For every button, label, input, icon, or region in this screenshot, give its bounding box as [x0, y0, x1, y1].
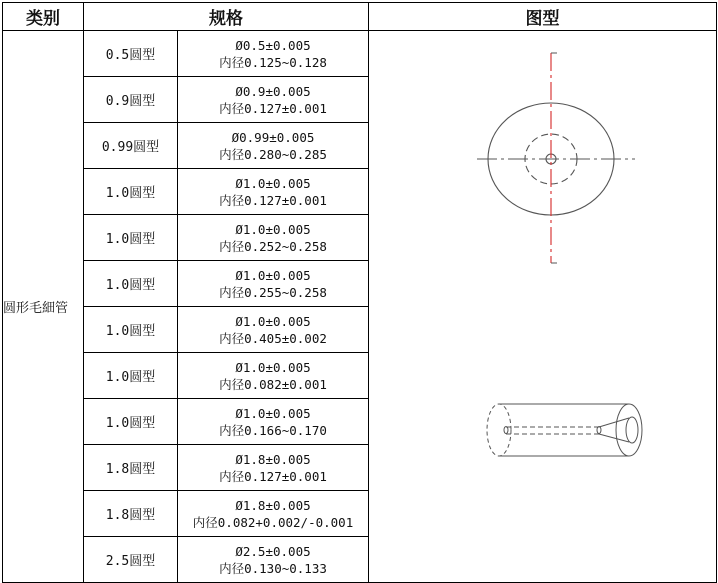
inner-diameter: 内径0.280~0.285 [219, 146, 327, 162]
figure-cell [369, 31, 717, 583]
outer-diameter: Ø1.0±0.005 [235, 359, 311, 375]
cone-apex-hole [597, 427, 601, 434]
dimension-cell [178, 537, 369, 583]
dimension-cell [178, 215, 369, 261]
outer-diameter: Ø0.9±0.005 [235, 83, 311, 99]
back-bore-hole [504, 427, 508, 434]
outer-diameter: Ø1.8±0.005 [235, 451, 311, 467]
dimension-cell [178, 169, 369, 215]
dimension-cell [178, 77, 369, 123]
outer-diameter: Ø1.0±0.005 [235, 267, 311, 283]
figure-drawings [369, 31, 717, 580]
model-cell: 1.0圆型 [84, 215, 178, 261]
model-cell: 0.9圆型 [84, 77, 178, 123]
spec-table [2, 2, 717, 583]
header-spec: 规格 [84, 3, 369, 31]
inner-diameter: 内径0.125~0.128 [219, 54, 327, 70]
outer-diameter: Ø1.0±0.005 [235, 175, 311, 191]
inner-diameter: 内径0.405±0.002 [219, 330, 327, 346]
outer-diameter: Ø0.5±0.005 [235, 37, 311, 53]
model-cell: 1.0圆型 [84, 307, 178, 353]
inner-diameter: 内径0.255~0.258 [219, 284, 327, 300]
inner-diameter: 内径0.082+0.002/-0.001 [192, 514, 354, 530]
header-figure: 图型 [369, 3, 717, 31]
cross-section-drawing [477, 53, 635, 263]
dimension-cell [178, 31, 369, 77]
tube-isometric-drawing [487, 404, 642, 456]
outer-diameter: Ø2.5±0.005 [235, 543, 311, 559]
inner-diameter: 内径0.127±0.001 [219, 100, 327, 116]
model-cell: 1.8圆型 [84, 491, 178, 537]
inner-diameter: 内径0.127±0.001 [219, 468, 327, 484]
outer-diameter: Ø1.0±0.005 [235, 313, 311, 329]
spec-rows [3, 31, 717, 583]
table-row [3, 31, 717, 77]
category-cell: 圆形毛細管 [3, 31, 84, 583]
dimension-cell [178, 261, 369, 307]
dimension-cell [178, 445, 369, 491]
dimension-cell [178, 123, 369, 169]
outer-diameter: Ø1.8±0.005 [235, 497, 311, 513]
outer-diameter: Ø1.0±0.005 [235, 405, 311, 421]
inner-diameter: 内径0.166~0.170 [219, 422, 327, 438]
header-category: 类别 [3, 3, 84, 31]
dimension-cell [178, 307, 369, 353]
model-cell: 0.5圆型 [84, 31, 178, 77]
inner-diameter: 内径0.082±0.001 [219, 376, 327, 392]
dimension-cell [178, 353, 369, 399]
tube-back-end [487, 404, 511, 456]
dimension-cell [178, 399, 369, 445]
inner-diameter: 内径0.130~0.133 [219, 560, 327, 576]
model-cell: 1.0圆型 [84, 399, 178, 445]
outer-diameter: Ø0.99±0.005 [231, 129, 315, 145]
model-cell: 1.0圆型 [84, 169, 178, 215]
model-cell: 0.99圆型 [84, 123, 178, 169]
outer-diameter: Ø1.0±0.005 [235, 221, 311, 237]
model-cell: 1.0圆型 [84, 261, 178, 307]
dimension-cell [178, 491, 369, 537]
model-cell: 2.5圆型 [84, 537, 178, 583]
inner-diameter: 内径0.252~0.258 [219, 238, 327, 254]
header-row [3, 3, 717, 31]
model-cell: 1.8圆型 [84, 445, 178, 491]
model-cell: 1.0圆型 [84, 353, 178, 399]
inner-diameter: 内径0.127±0.001 [219, 192, 327, 208]
